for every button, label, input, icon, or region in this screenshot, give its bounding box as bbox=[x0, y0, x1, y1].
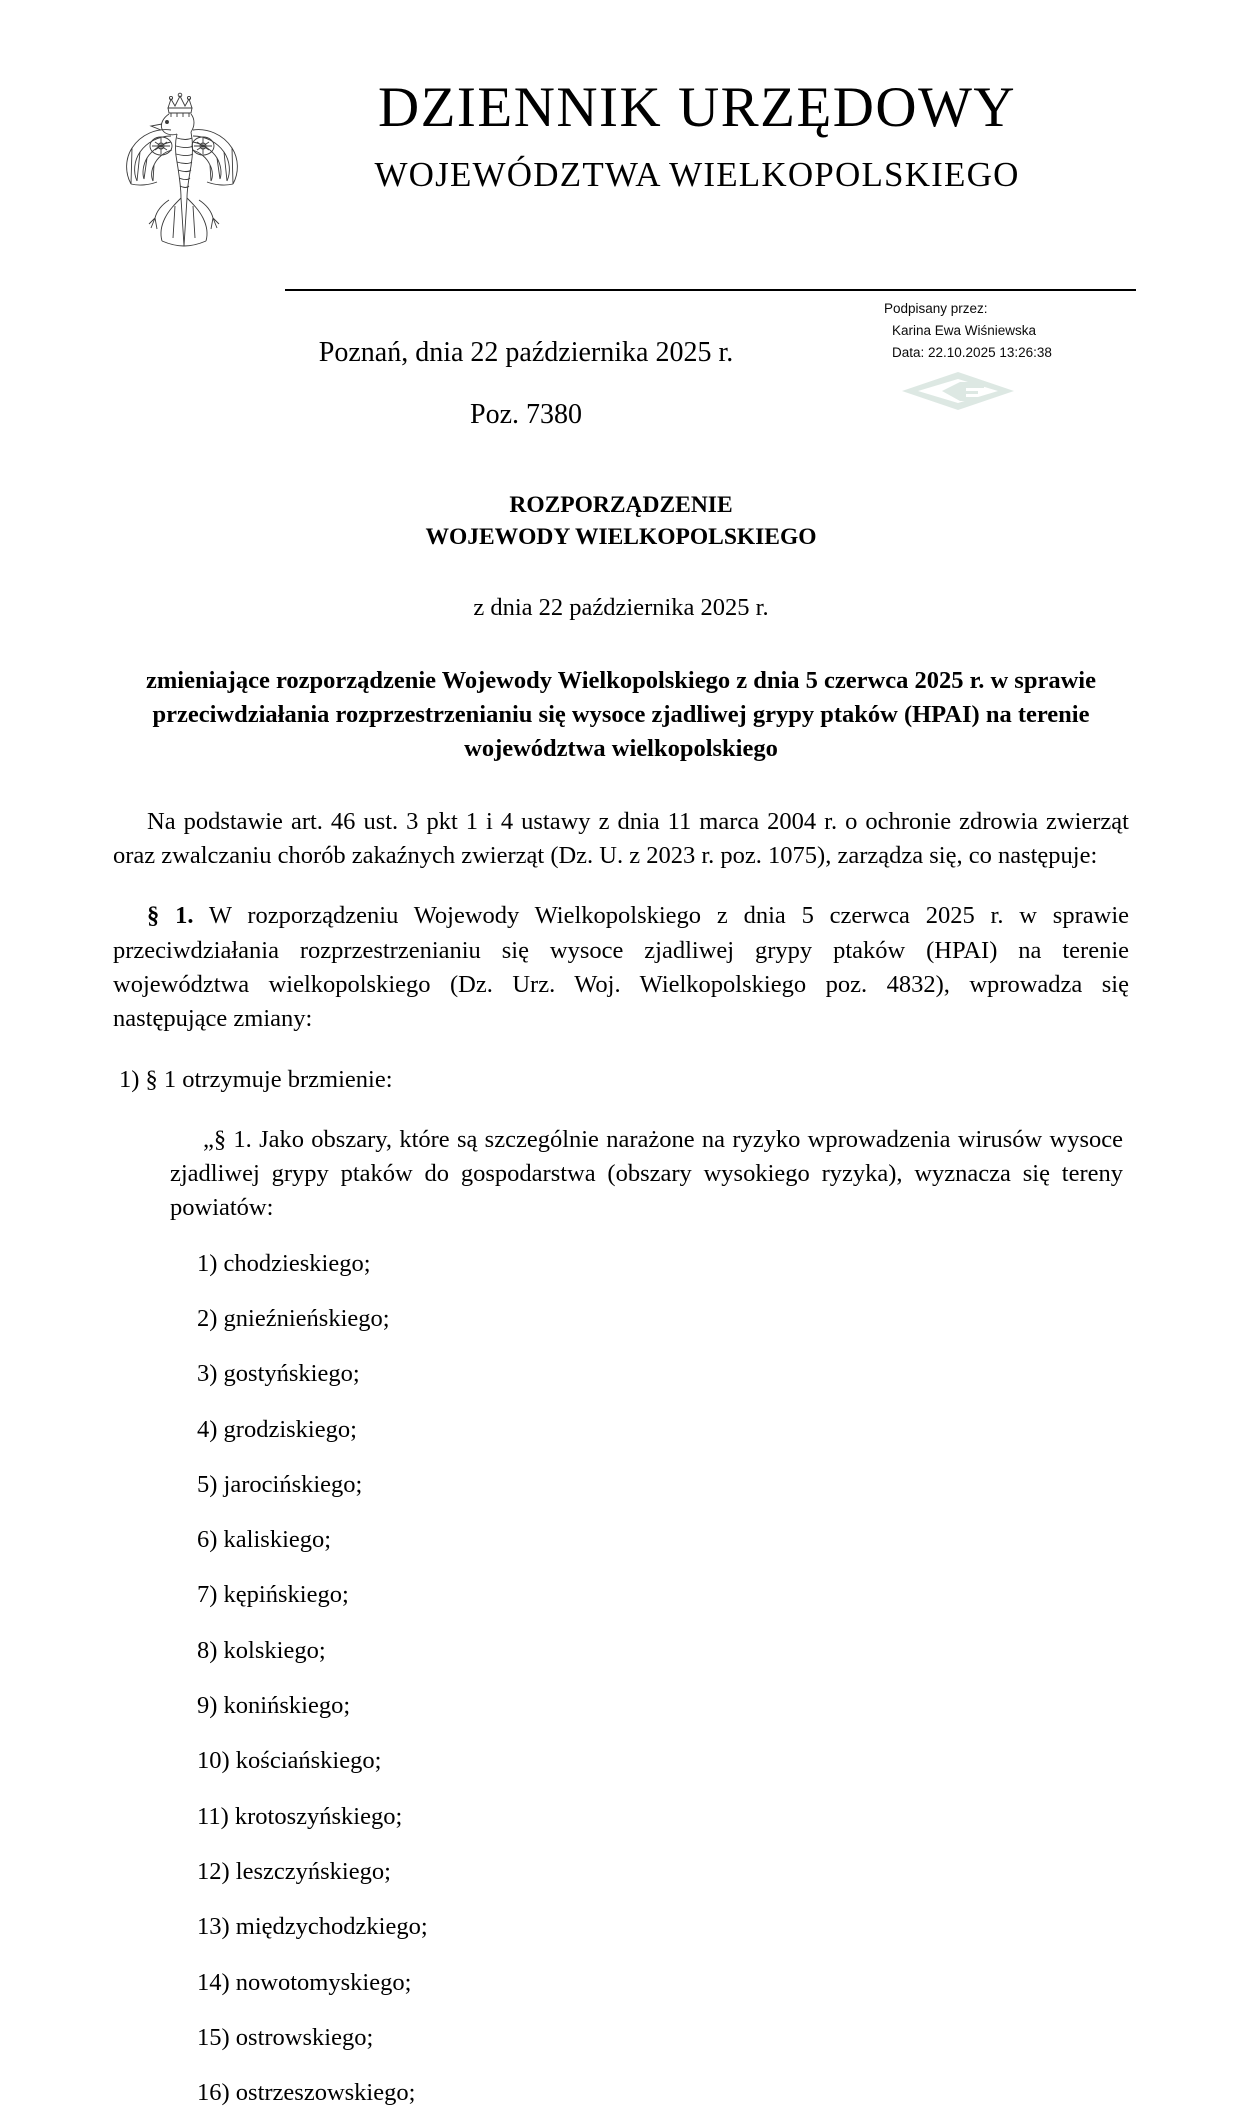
powiat-name: nowotomyskiego; bbox=[235, 1968, 412, 1996]
powiat-name: kępińskiego; bbox=[223, 1581, 349, 1609]
list-item bbox=[113, 2000, 1129, 2055]
list-item bbox=[113, 1889, 1129, 1944]
powiat-number: 5) bbox=[197, 1470, 218, 1498]
list-item bbox=[113, 1281, 1129, 1336]
polish-eagle-emblem-icon bbox=[105, 78, 255, 253]
powiat-number: 3) bbox=[197, 1360, 218, 1388]
list-item bbox=[113, 1834, 1129, 1889]
powiat-number: 2) bbox=[197, 1305, 218, 1332]
powiat-number: 15) bbox=[197, 2023, 230, 2051]
journal-title: DZIENNIK URZĘDOWY bbox=[377, 76, 1017, 139]
powiat-name: krotoszyńskiego; bbox=[234, 1802, 403, 1830]
list-item bbox=[113, 1613, 1129, 1668]
paragraph-1-text: W rozporządzeniu Wojewody Wielkopolskiego z dnia 5 czerwca 2025 r. w sprawie przeciwdziałania rozprzestrzenianiu się wysoce zjadliwej grypy ptaków (HPAI) na terenie województwa wielkopolskiego (Dz. Urz. Woj. Wielkopolskiego poz. 4832), wprowadza się następujące zmiany: bbox=[113, 902, 1129, 1033]
powiat-name: chodzieskiego; bbox=[223, 1249, 371, 1277]
regulation-date: z dnia 22 października 2025 r. bbox=[473, 593, 769, 621]
list-item bbox=[113, 1226, 1129, 1281]
powiat-name: międzychodzkiego; bbox=[235, 1913, 428, 1941]
signature-signer-name: Karina Ewa Wiśniewska bbox=[892, 322, 1037, 338]
list-item bbox=[113, 1502, 1129, 1557]
powiat-number: 1) bbox=[197, 1249, 218, 1277]
list-item bbox=[113, 1447, 1129, 1502]
powiat-number: 6) bbox=[197, 1526, 218, 1554]
powiat-name: ostrzeszowskiego; bbox=[235, 2079, 416, 2107]
powiat-name: gnieźnieńskiego; bbox=[223, 1305, 390, 1332]
list-item bbox=[113, 1557, 1129, 1612]
powiat-number: 11) bbox=[197, 1802, 229, 1830]
powiat-name: leszczyńskiego; bbox=[235, 1857, 391, 1885]
powiat-number: 12) bbox=[197, 1857, 230, 1885]
powiat-name: grodziskiego; bbox=[223, 1415, 357, 1443]
publication-position: Poz. 7380 bbox=[470, 399, 582, 430]
powiat-number: 10) bbox=[197, 1747, 230, 1775]
powiat-number: 14) bbox=[197, 1968, 230, 1996]
powiat-name: jarocińskiego; bbox=[223, 1470, 363, 1498]
paragraph-1-marker: § 1. bbox=[147, 902, 194, 930]
powiat-number: 13) bbox=[197, 1913, 230, 1941]
powiat-number: 4) bbox=[197, 1415, 218, 1443]
signature-date: Data: 22.10.2025 13:26:38 bbox=[892, 344, 1052, 360]
amendment-item-1: 1) § 1 otrzymuje brzmienie: bbox=[119, 1065, 393, 1093]
regulation-heading bbox=[113, 431, 1129, 554]
paragraph-1 bbox=[113, 873, 1129, 1036]
journal-subtitle: WOJEWÓDZTWA WIELKOPOLSKIEGO bbox=[374, 155, 1020, 195]
list-item bbox=[113, 1779, 1129, 1834]
regulation-heading-line2: WOJEWODY WIELKOPOLSKIEGO bbox=[425, 524, 817, 551]
powiat-number: 16) bbox=[197, 2079, 230, 2107]
regulation-subtitle: zmieniające rozporządzenie Wojewody Wielkopolskiego z dnia 5 czerwca 2025 r. w sprawie przeciwdziałania rozprzestrzenianiu się wysoce zjadliwej grypy ptaków (HPAI) na terenie województwa wielkopolskiego bbox=[146, 666, 1096, 763]
list-item bbox=[113, 1336, 1129, 1391]
powiat-name: kolskiego; bbox=[223, 1636, 326, 1664]
powiat-name: kościańskiego; bbox=[235, 1747, 382, 1775]
list-item bbox=[113, 1668, 1129, 1723]
powiat-number: 9) bbox=[197, 1692, 218, 1720]
powiat-number: 8) bbox=[197, 1636, 218, 1664]
masthead-titles bbox=[255, 72, 1129, 195]
powiat-name: ostrowskiego; bbox=[235, 2023, 374, 2051]
list-item bbox=[113, 2055, 1129, 2110]
powiat-list bbox=[113, 1226, 1129, 2110]
list-item bbox=[113, 1945, 1129, 2000]
powiat-name: konińskiego; bbox=[223, 1692, 351, 1720]
regulation-heading-line1: ROZPORZĄDZENIE bbox=[509, 492, 733, 518]
electronic-signature-stamp bbox=[884, 298, 1129, 414]
powiat-number: 7) bbox=[197, 1581, 218, 1609]
masthead bbox=[113, 0, 1129, 253]
list-item bbox=[113, 1392, 1129, 1447]
signature-signed-by-label: Podpisany przez: bbox=[884, 301, 988, 316]
powiat-name: gostyńskiego; bbox=[223, 1360, 360, 1388]
list-item bbox=[113, 1723, 1129, 1778]
preamble-paragraph: Na podstawie art. 46 ust. 3 pkt 1 i 4 ustawy z dnia 11 marca 2004 r. o ochronie zdrowia zwierząt oraz zwalczaniu chorób zakaźnych zwierząt (Dz. U. z 2023 r. poz. 1075), zarządza się, co następuje: bbox=[113, 807, 1129, 870]
quoted-paragraph-1: „§ 1. Jako obszary, które są szczególnie narażone na ryzyko wprowadzenia wirusów wysoce zjadliwej grypy ptaków do gospodarstwa (obszary wysokiego ryzyka), wyznacza się tereny powiatów: bbox=[170, 1125, 1123, 1222]
powiat-name: kaliskiego; bbox=[223, 1526, 332, 1554]
e-diamond-seal-logo-icon bbox=[898, 368, 1018, 414]
publication-place-date: Poznań, dnia 22 października 2025 r. bbox=[318, 337, 734, 368]
